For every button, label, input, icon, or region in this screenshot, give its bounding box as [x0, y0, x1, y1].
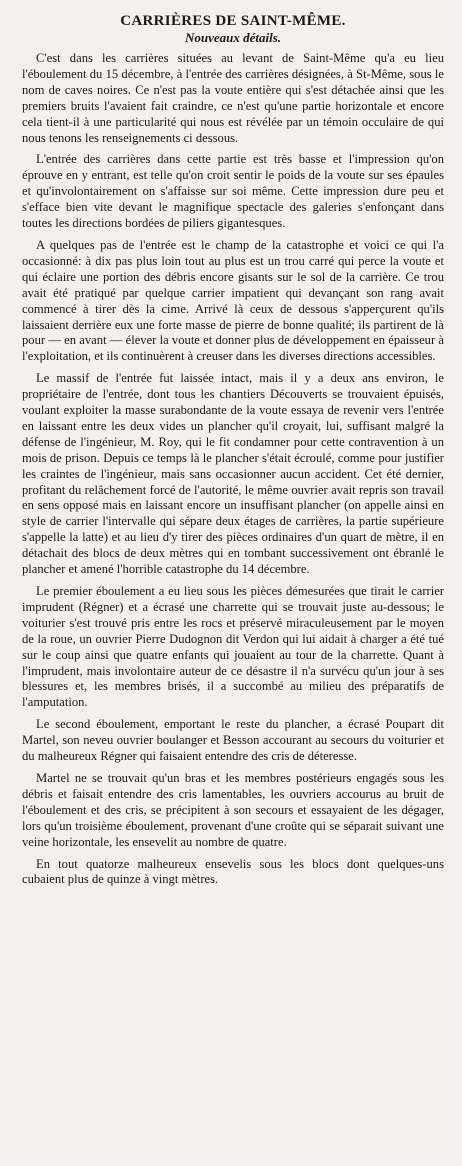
paragraph-5: Le premier éboulement a eu lieu sous les pièces démesurées que tirait le carrier imprudent (Régner) et a écrasé une charrette qui se trouvait juste au-dessous; le voiturier s'est trouvé pris entre les rocs et préservé miraculeusement par le moyen de la roue, un ouvrier Pierre Dudognon dit Verdon qui lui aidait à charger a été tué sur le coup ainsi que quatre enfants qui jouaient au tour de la charrette. Quant à l'imprudent, mais involontaire auteur de ce désastre il n'a survécu qu'un jour à ses blessures et, les membres brisés, il a succombé au milieu des préparatifs de l'amputation.	[22, 584, 444, 710]
paragraph-2: L'entrée des carrières dans cette partie est très basse et l'impression qu'on éprouve en y entrant, est telle qu'on croit sentir le poids de la voute sur ses épaules et qu'involontairement on s'affaisse sur soi même. Cette impression dure peu et s'efface bien vite devant le magnifique spectacle des galeries s'enfonçant dans toutes les directions bordées de piliers gigantesques.	[22, 152, 444, 231]
paragraph-3: A quelques pas de l'entrée est le champ de la catastrophe et voici ce qui l'a occasionné: à dix pas plus loin tout au plus est un trou carré qui perce la voute et qui éclaire une portion des débris encore gisants sur le sol de la carrière. Ce trou avait été pratiqué par quelque carrier impatient qui devançant son rang avait commencé à tirer dès la cime. Arrivé là ceux de dessous s'apperçurent qu'ils laissaient derrière eux une forte masse de pierre de bonne qualité; ils partirent de là pour — en avant — élever la voute et donner plus de développement en épaisseur à l'exploitation, et ils continuèrent à creuser dans les diverses directions accessibles.	[22, 237, 444, 364]
paragraph-8: En tout quatorze malheureux ensevelis sous les blocs dont quelques-uns cubaient plus de quinze à vingt mètres.	[22, 856, 444, 887]
paragraph-4: Le massif de l'entrée fut laissée intact, mais il y a deux ans environ, le propriétaire de l'entrée, dont tous les chantiers Découverts se trouvaient épuisés, voulant exploiter la masse surabondante de la voute essaya de revenir vers l'entrée en laissant entre les deux vides un plancher qu'il croyait, lui, suffisant malgré la défense de l'ingénieur, M. Roy, qui le fit condamner pour cette contravention à un mois de prison. Depuis ce temps là le plancher s'était écroulé, comme pour justifier les craintes de l'ingénieur, mais sans occasionner aucun accident. Cet été dernier, profitant du relâchement forcé de l'autorité, le même ouvrier avait repris son travail en sens opposé mais en laissant encore un insuffisant plancher (on appelle ainsi en style de carrier l'intervalle qui sépare deux étages de carrières, la partie supérieure s'appelle la latte) et au lieu d'y tirer des pièces ordinaires d'un quart de mètre, il en détachait des blocs de deux mètres qui en tombant successivement ont ébranlé le plancher et amené l'horrible catastrophe du 14 décembre.	[22, 371, 444, 577]
article-body	[22, 51, 444, 888]
paragraph-6: Le second éboulement, emportant le reste du plancher, a écrasé Poupart dit Martel, son neveu ouvrier boulanger et Besson accourant au secours du voiturier et du malheureux Régner qui faisaient entendre des cris de déteresse.	[22, 717, 444, 764]
paragraph-7: Martel ne se trouvait qu'un bras et les membres postérieurs engagés sous les débris et faisait entendre des cris lamentables, les ouvriers accourus au bruit de l'éboulement et des cris, se précipitent à son secours et essayaient de les dégager, lors qu'un troisième éboulement, provenant d'une croûte qui se séparait suivant une veine horizontale, les ensevelit au nombre de quatre.	[22, 770, 444, 849]
article-subtitle: Nouveaux détails.	[184, 30, 282, 45]
paragraph-1: C'est dans les carrières situées au levant de Saint-Même qu'a eu lieu l'éboulement du 15 décembre, à l'entrée des carrières désignées, à St-Même, sous le nom de caves noires. Ce n'est pas la voute entière qui s'est détachée ainsi que les premiers bruits l'avaient fait craindre, ce n'est qu'une partie horizontale et encore cela tient-il à une particularité qui nous est révélée par un témoin occulaire de qui nous tenons les renseignements ci dessous.	[22, 51, 444, 145]
article-title: CARRIÈRES DE SAINT-MÊME.	[120, 13, 346, 29]
